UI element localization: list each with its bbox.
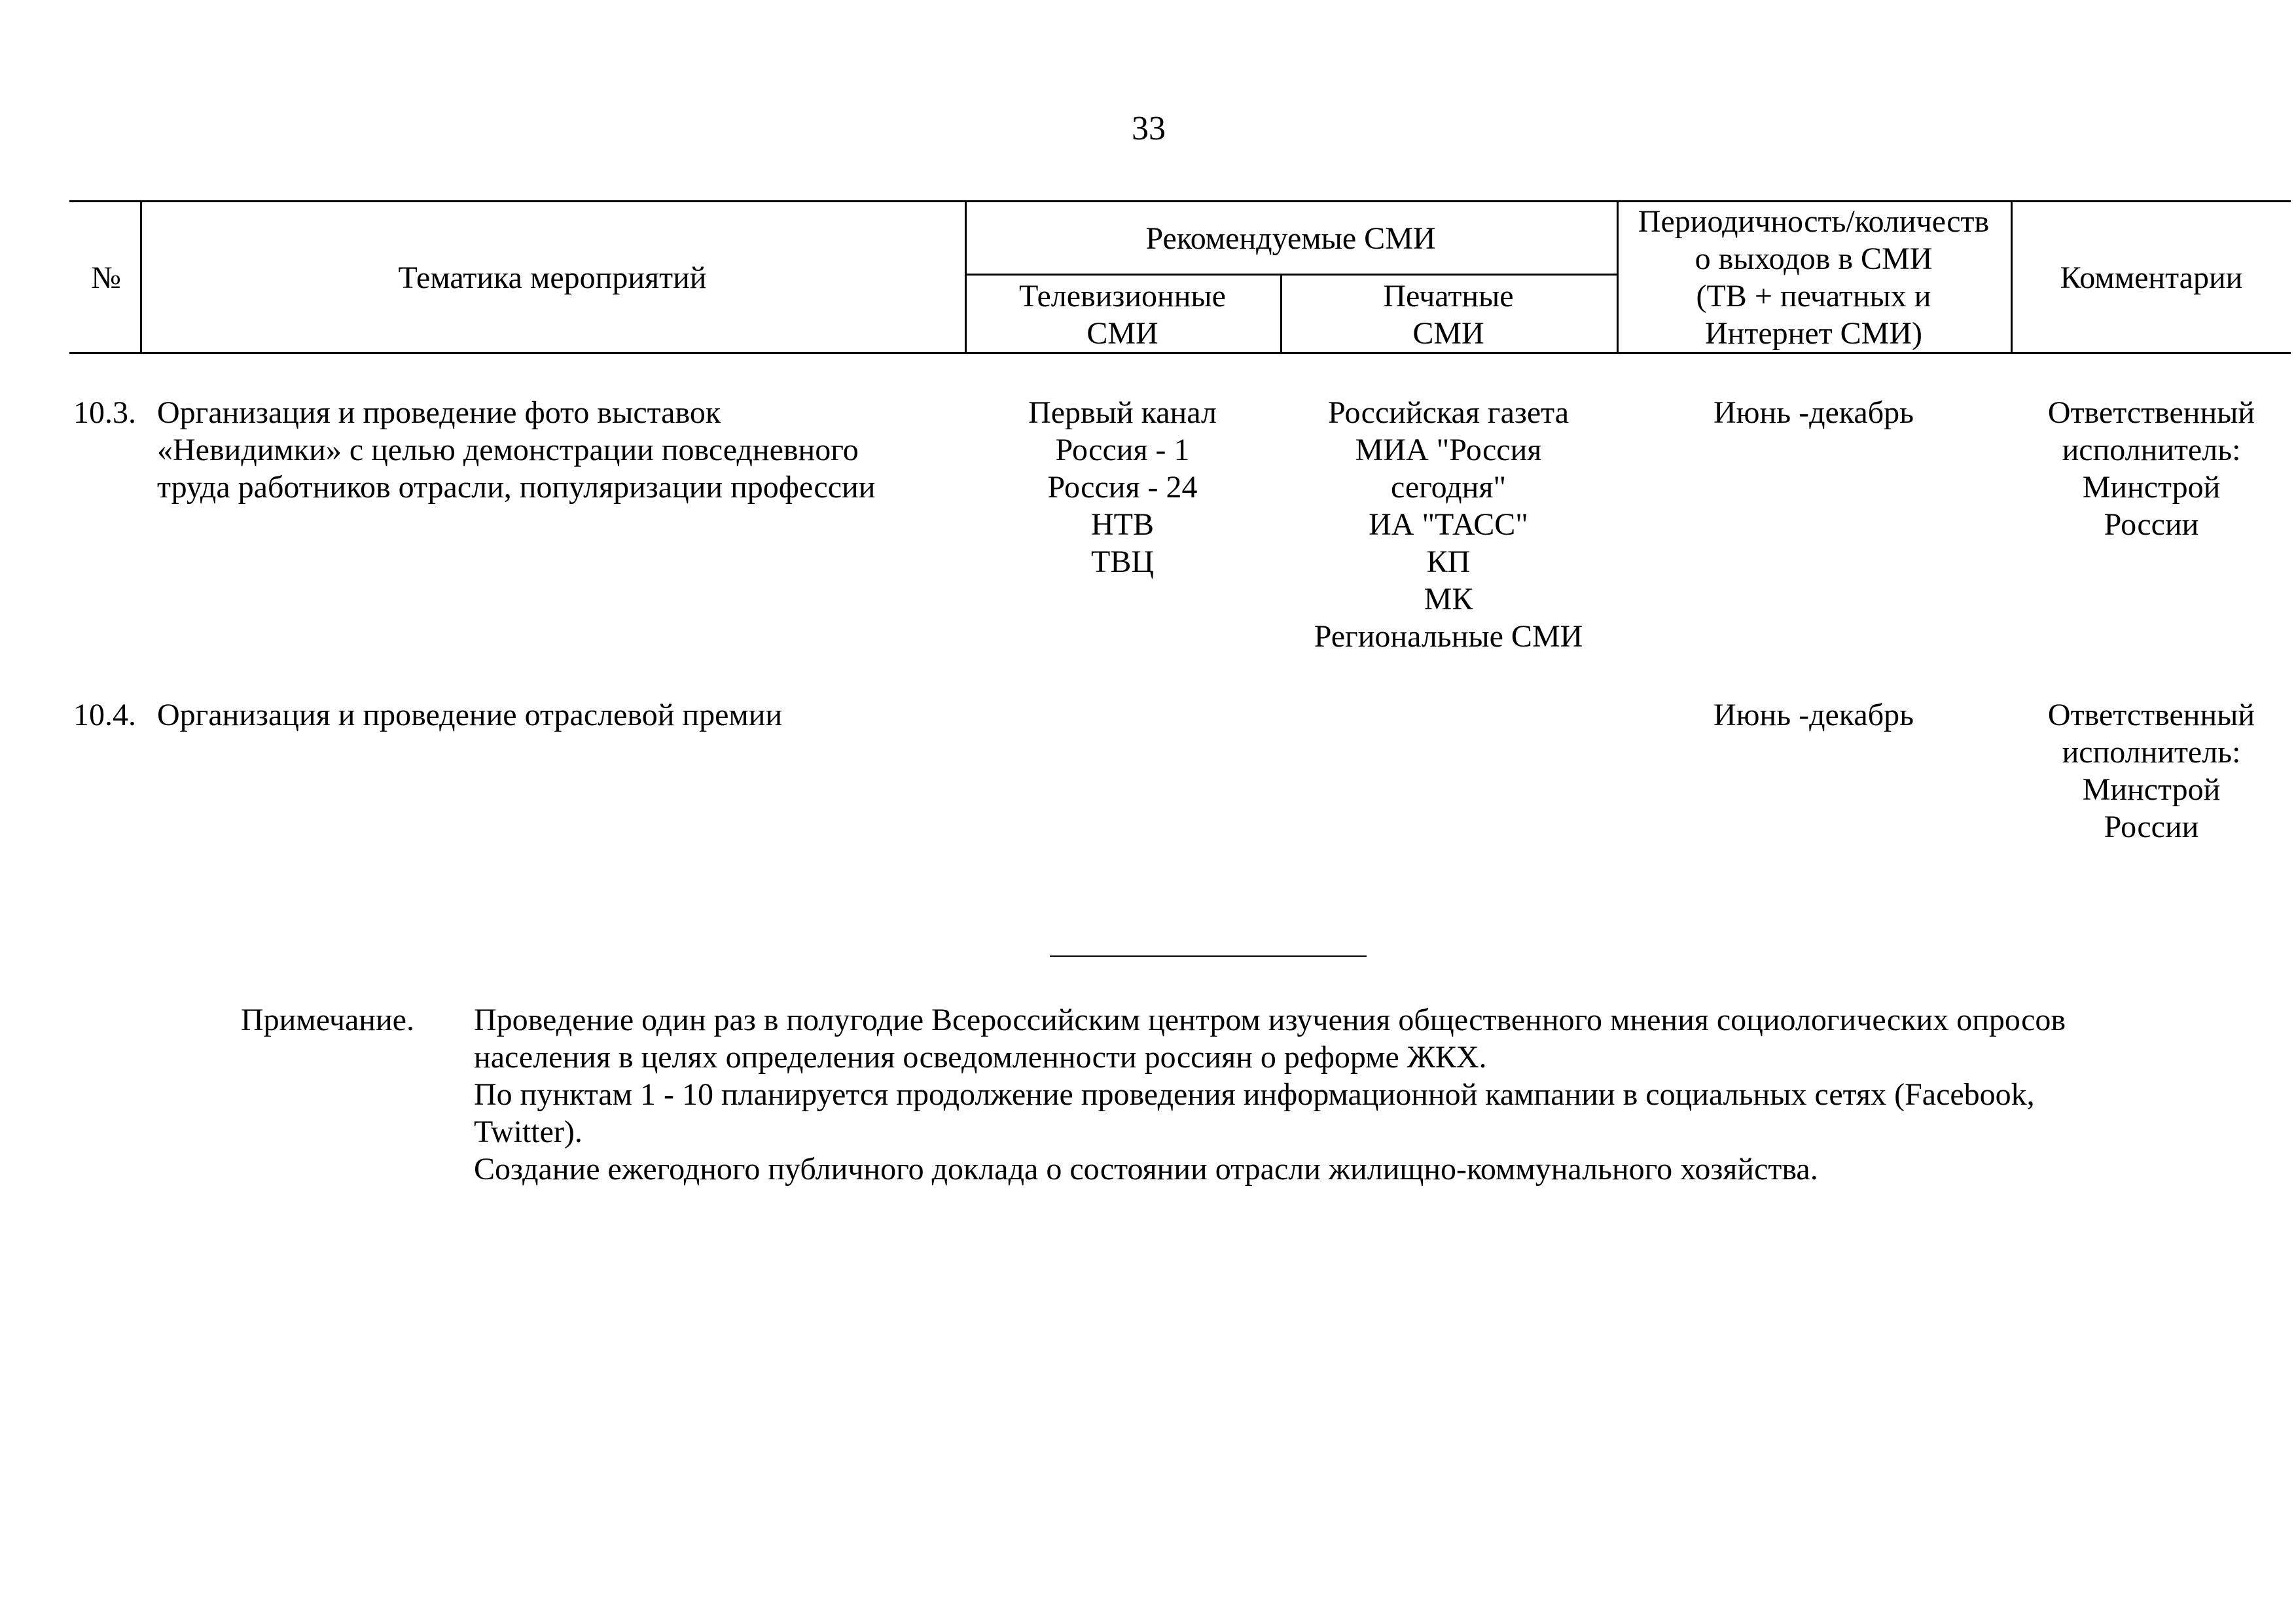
header-recommended-media: Рекомендуемые СМИ [1145,221,1436,256]
table-header-bottom-rule [69,352,2291,354]
table-top-rule [69,200,2291,202]
row-number: 10.4. [73,698,136,732]
note-line: Проведение один раз в полугодие Всероссийским центром изучения общественного мнения социологических опросов населения в целях определения осведомленности россиян о реформе ЖКХ. [474,1003,2066,1075]
header-tv-media: Телевизионные СМИ [1019,279,1226,351]
row-comment: Ответственный исполнитель: Минстрой России [2047,698,2255,844]
header-frequency: Периодичность/количеств о выходов в СМИ (ТВ + печатных и Интернет СМИ) [1638,204,1990,351]
row-topic: Организация и проведение фото выставок «Невидимки» с целью демонстрации повседневного труда работников отрасли, популяризации профессии [157,395,876,505]
page-number: 33 [1132,110,1166,147]
row-print-media: Российская газета МИА "Россия сегодня" ИА "ТАСС" КП МК Региональные СМИ [1314,395,1583,654]
note-line: По пунктам 1 - 10 планируется продолжение проведения информационной кампании в социальных сетях (Facebook, Twitter). [474,1077,2035,1149]
row-topic: Организация и проведение отраслевой премии [157,698,783,732]
header-print-media: Печатные СМИ [1383,279,1514,351]
note-line: Создание ежегодного публичного доклада о состоянии отрасли жилищно-коммунального хозяйства. [474,1152,1818,1186]
note-text [474,1001,2149,1188]
header-number: № [91,260,121,295]
row-comment: Ответственный исполнитель: Минстрой России [2047,395,2255,542]
header-comments: Комментарии [2060,260,2243,295]
note-label: Примечание. [241,1003,414,1037]
section-separator [1050,955,1367,957]
row-number: 10.3. [73,395,136,430]
header-topic: Тематика мероприятий [398,260,707,295]
row-period: Июнь -декабрь [1713,395,1914,430]
media-subheader-rule [965,274,1617,276]
row-period: Июнь -декабрь [1713,698,1914,732]
row-tv-media: Первый канал Россия - 1 Россия - 24 НТВ ТВЦ [1028,395,1217,579]
